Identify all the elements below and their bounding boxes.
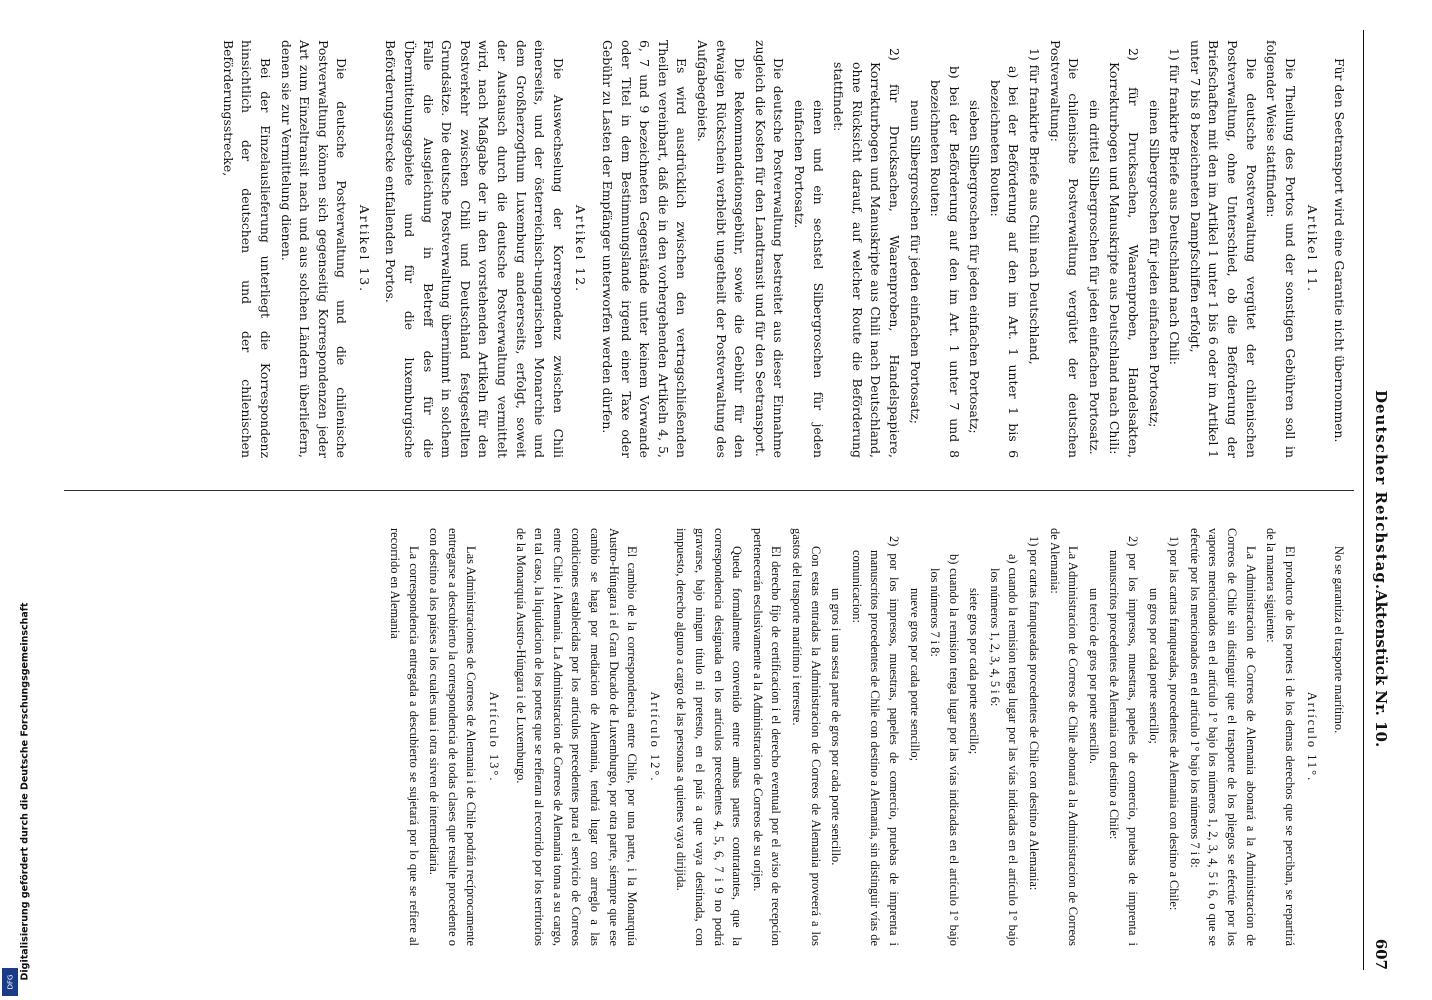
paragraph: un gros i una sesta parte de gros por cada porte sencillo. — [829, 588, 844, 866]
paragraph: Die Theilung des Portos und der sonstigen Gebühren soll in folgender Weise stattfinden: — [1264, 40, 1298, 458]
paragraph: 2) por los impresos, muestras, papeles de comercio, pruebas de imprenta i manuscritos procedentes de Alemania con destino a Chile: — [1107, 536, 1141, 946]
paragraph: La Administracion de Correos de Alemania abonará a la Administracion de Correos de Chile sin distinguir que el trasporte de los pliegos se efectúe por los vapores mencionados en el artículo 1° bajo los números 1, 2, 3, 4, 5 i 6, o que se efectúe por los mencionados en el artículo 1° bajo los números 7 i 8: — [1187, 528, 1258, 946]
article-heading: Artículo 13°. — [487, 691, 502, 783]
footer-credit — [10, 602, 31, 990]
german-column — [216, 40, 1348, 458]
paragraph: b) bei der Beförderung auf den im Art. 1 unter 7 und 8 bezeichneten Routen: — [928, 66, 962, 458]
paragraph: 1) por las cartas franqueadas, procedentes de Alemania con destino a Chile: — [1167, 536, 1182, 911]
column-divider — [64, 490, 1354, 491]
article-heading: Artikel 13. — [356, 204, 372, 294]
paragraph: nueve gros por cada porte sencillo; — [907, 588, 922, 762]
paragraph: 2) für Drucksachen, Waarenproben, Handelsakten, Korrekturbogen und Manuskripte aus Deutschland nach Chili: — [1107, 48, 1142, 458]
paragraph: b) cuando la remision tenga lugar por las vías indicadas en el artículo 1° bajo los números 7 i 8: — [928, 554, 961, 946]
rotated-page — [26, 20, 1406, 980]
paragraph: 1) por cartas franqueadas procedentes de Chile con destino a Alemania: — [1027, 536, 1042, 891]
header-title-right: Aktenstück Nr. 10. — [1372, 590, 1390, 748]
paragraph: einen und ein sechstel Silbergroschen für jeden einfachen Portosatz. — [791, 100, 826, 458]
page-content — [26, 20, 1406, 980]
page-header — [1363, 30, 1394, 970]
paragraph: Las Administraciones de Correos de Alemania i de Chile podrán recíprocamente entregarse a descubierto la correspondencia de todas clases que resulte procedente o con destino a los países a los cuales una i otra sirven de intermediaria. — [427, 528, 479, 946]
paragraph: a) cuando la remision tenga lugar por las vías indicadas en el artículo 1° bajo los números 1, 2, 3, 4, 5 i 6: — [987, 554, 1021, 946]
article-heading: Artículo 11°. — [1305, 691, 1320, 783]
paragraph: Queda formalmente convenido entre ambas partes contratantes, que la correspondencia designada en los artículos precedentes 4, 5, 6, 7 i 9 no podrá gravarse, bajo ningun título ni pretesto, en el país a que vaya destinada, con impuesto, derecho alguno a cargo de las personas a quienes vaya dirijida. — [674, 528, 745, 946]
paragraph: 2) für Drucksachen, Waarenproben, Handelspapiere, Korrekturbogen und Manuskripte aus Chili nach Deutschland, ohne Rücksicht darauf, auf welcher Route die Beförderung stattfindet: — [831, 48, 902, 458]
paragraph: siete gros por cada porte sencillo; — [967, 588, 982, 755]
paragraph: 1) für frankirte Briefe aus Deutschland nach Chili: — [1167, 48, 1183, 365]
paragraph: ein drittel Silbergroschen für jeden einfachen Portosatz. — [1086, 100, 1102, 455]
paragraph: El cambio de la correspondencia entre Chile, por una parte, i la Monarquía Austro-Húngara i el Gran Ducado de Luxemburgo, por otra parte, siempre que ese cambio se haga por mediacion de Alemania, tendrá lugar con arreglo a las condiciones establecidas por los artículos precedentes para el servicio de Correos entre Chile i Alemania. La Administracion de Correos de Alemania toma a su cargo, en tal caso, la liquidacion de los portes que se refieran al recorrido por los territorios de la Monarquía Austro-Húngara i de Luxemburgo. — [513, 528, 640, 946]
footer-credit-text: Digitalisierung gefördert durch die Deutsche Forschungsgemeinschaft — [19, 602, 31, 981]
paragraph: Bei der Einzelauslieferung unterliegt die Korrespondenz hinsichtlich der deutschen und der chilenischen Beförderungsstrecke, — [220, 40, 273, 458]
paragraph: Die deutsche Postverwaltung und die chilenische Postverwaltung können sich gegenseitig Korrespondenzen jeder Art zum Einzeltransit nach und aus solchen Ländern überliefern, denen sie zur Vermittelung dienen. — [278, 40, 350, 458]
paragraph: sieben Silbergroschen für jeden einfachen Portosatz; — [967, 100, 983, 434]
paragraph: neun Silbergroschen für jeden einfachen Portosatz; — [907, 100, 923, 424]
paragraph: Die chilenische Postverwaltung vergütet der deutschen Postverwaltung: — [1047, 40, 1082, 458]
paragraph: El producto de los portes i de los demas derechos que se perciban, se repartirá de la manera siguiente: — [1264, 528, 1297, 946]
page-number: 607 — [1372, 938, 1390, 970]
paragraph: einen Silbergroschen für jeden einfachen Portosatz; — [1146, 100, 1162, 428]
article-heading: Artículo 12°. — [647, 691, 662, 783]
article-heading: Artikel 11. — [1305, 204, 1321, 294]
paragraph: La Administracion de Correos de Chile abonará a la Administracion de Correos de Alemania: — [1047, 528, 1081, 946]
paragraph: No se garantiza el trasporte marítimo. — [1332, 546, 1346, 734]
paragraph: Die Auswechselung der Korrespondenz zwischen Chili einerseits, und der österreichisch-ungarischen Monarchie und dem Großherzogthum Luxemburg andererseits, erfolgt, soweit der Austausch durch die deutsche Postverwaltung vermittelt wird, nach Maßgabe der in den vorstehenden Artikeln für den Postverkehr zwischen Chili und Deutschland festgestellten Grundsätze. Die deutsche Postverwaltung übernimmt in solchem Falle die Ausgleichung in Betreff des für die Übermittelungsgebiete und für die luxemburgische Beförderungsstrecke entfallenden Portos. — [383, 40, 566, 458]
dfg-logo-text: DFG — [6, 974, 14, 990]
paragraph: 2) por los impresos, muestras, papeles de comercio, pruebas de imprenta i manuscritos procedentes de Chile con destino a Alemania, sin distinguir vías de comunicacion: — [849, 536, 901, 946]
article-heading: Artikel 12. — [573, 204, 589, 294]
paragraph: Con estas entradas la Administracion de Correos de Alemania proveerá a los gastos del trasporte marítimo i terrestre. — [789, 528, 823, 946]
paragraph: Die deutsche Postverwaltung vergütet der chilenischen Postverwaltung, ohne Unterschied, ob die Beförderung der Briefschaften mit den im Artikel 1 unter 1 bis 6 oder im Artikel 1 unter 7 bis 8 bezeichneten Dampfschiffen erfolgt, — [1187, 40, 1259, 458]
paragraph: Es wird ausdrücklich zwischen den vertragschließenden Theilen vereinbart, daß die in den vorhergehenden Artikeln 4, 5, 6, 7 und 9 bezeichneten Gegenstände unter keinem Vorwande oder Titel in dem Bestimmungslande irgend einer Taxe oder Gebühr zu Lasten der Empfänger unterworfen werden dürfen. — [600, 40, 690, 458]
paragraph: Die Rekommandationsgebühr, sowie die Gebühr für den etwaigen Rückschein verbleibt ungetheilt der Postverwaltung des Aufgabegebiets. — [695, 40, 748, 458]
header-title-left: Deutscher Reichstag. — [1372, 390, 1390, 591]
paragraph: 1) für frankirte Briefe aus Chili nach Deutschland, — [1027, 48, 1043, 365]
paragraph: La correspondencia entregada a descubierto se sujetará por lo que se refiere al recorrido en Alemania — [388, 528, 421, 946]
paragraph: un gros por cada porte sencillo; — [1146, 588, 1161, 744]
dfg-logo — [2, 968, 18, 996]
spanish-column — [384, 528, 1349, 946]
paragraph: un tercio de gros por porte sencillo. — [1086, 588, 1101, 764]
paragraph: a) bei der Beförderung auf den im Art. 1 unter 1 bis 6 bezeichneten Routen: — [987, 66, 1022, 458]
paragraph: Die deutsche Postverwaltung bestreitet aus dieser Einnahme zugleich die Kosten für den Landtransit und für den Seetransport. — [752, 40, 787, 458]
paragraph: El derecho fijo de certificacion i el derecho eventual por el aviso de recepcion pertenecerán esclusivamente a la Administracion de Correos de su oríjen. — [750, 528, 784, 946]
paragraph: Für den Seetransport wird eine Garantie nicht übernommen. — [1332, 58, 1347, 443]
